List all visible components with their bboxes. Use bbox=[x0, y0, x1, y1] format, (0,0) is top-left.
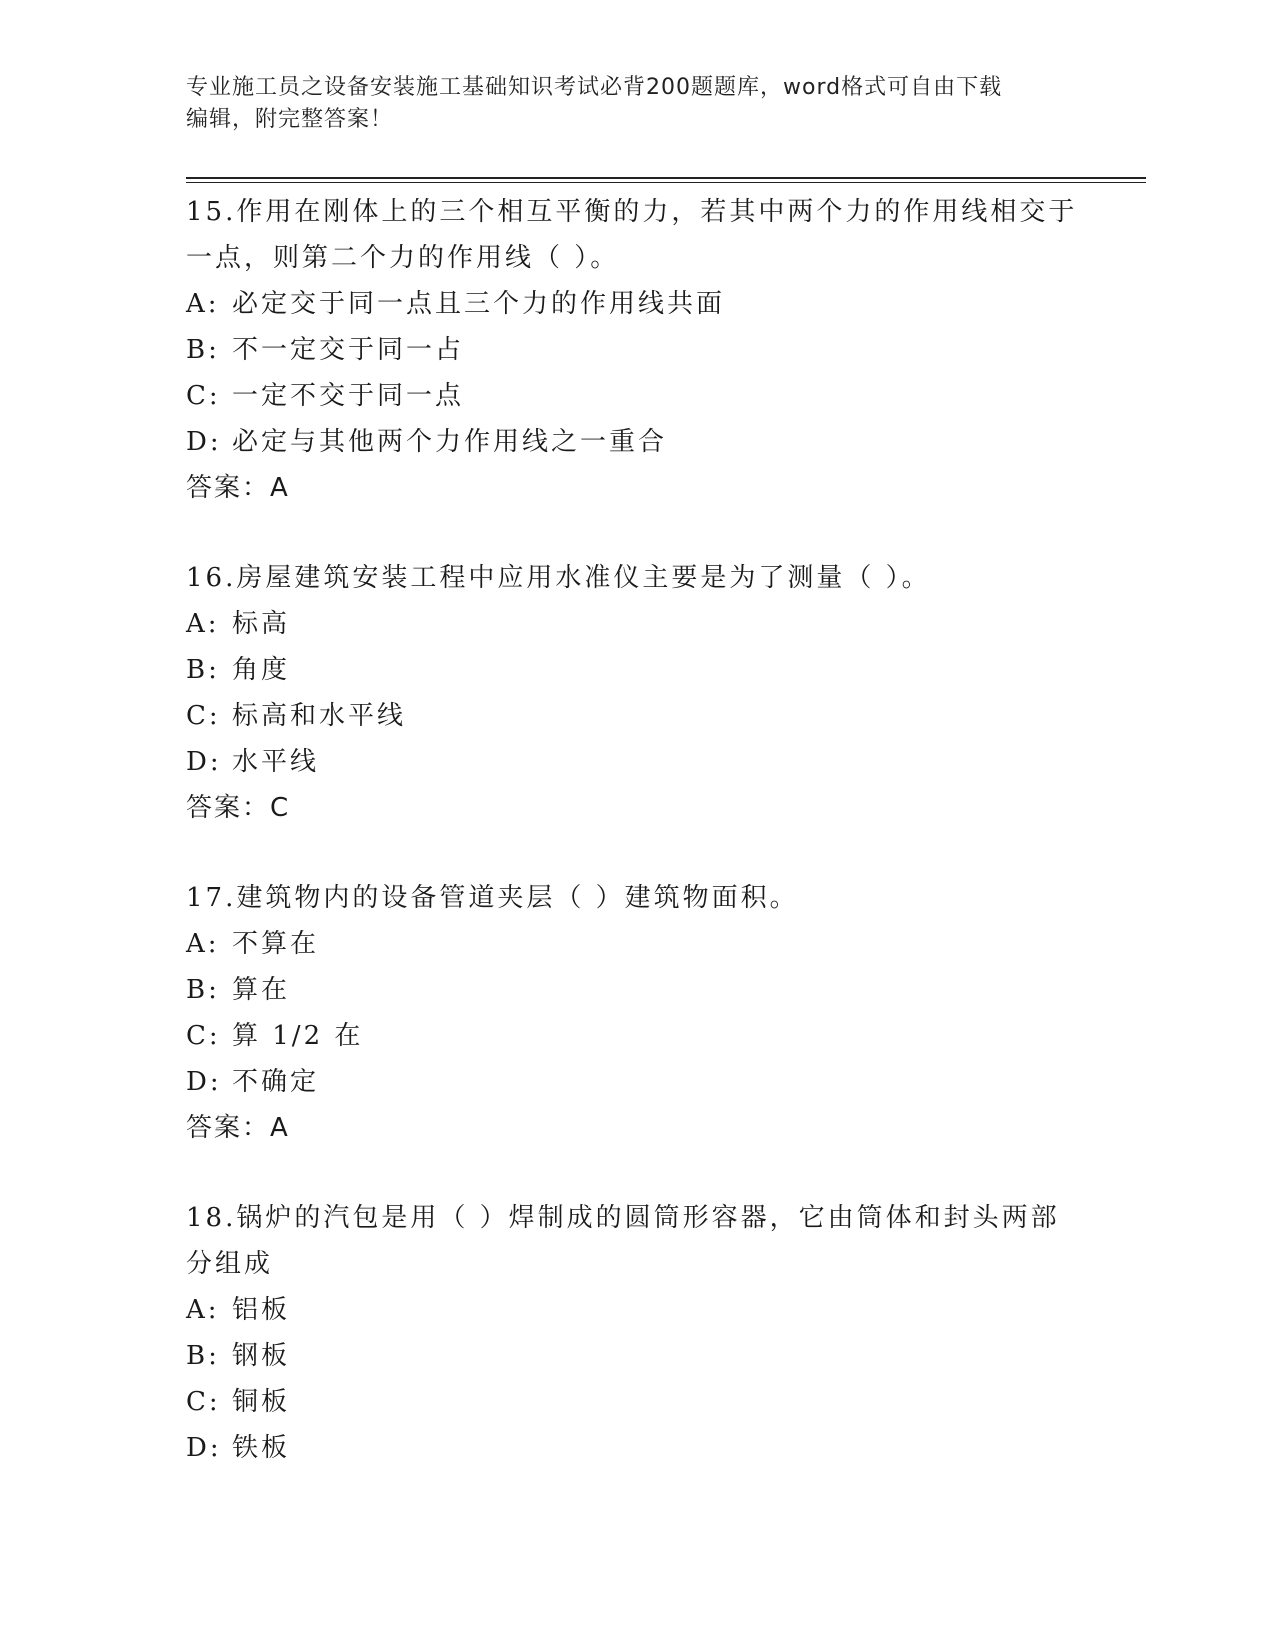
option-row bbox=[186, 1333, 1086, 1379]
option-letter: C: bbox=[186, 381, 221, 411]
option-text: 必定与其他两个力作用线之一重合 bbox=[232, 427, 668, 457]
option-text: 不算在 bbox=[232, 929, 320, 959]
option-row bbox=[186, 601, 1086, 647]
question-stem-line: 一点，则第二个力的作用线（ ）。 bbox=[186, 243, 620, 273]
option-letter: A: bbox=[186, 289, 220, 319]
option-letter: C: bbox=[186, 1021, 221, 1051]
option-row bbox=[186, 693, 1086, 739]
option-row bbox=[186, 1013, 1086, 1059]
option-text: 铜板 bbox=[232, 1387, 291, 1417]
option-row bbox=[186, 1287, 1086, 1333]
option-row bbox=[186, 1379, 1086, 1425]
option-text: 钢板 bbox=[232, 1341, 291, 1371]
header-divider-thick bbox=[186, 177, 1146, 179]
option-row bbox=[186, 281, 1086, 327]
option-row bbox=[186, 419, 1086, 465]
option-letter: B: bbox=[186, 655, 220, 685]
option-row bbox=[186, 1425, 1086, 1471]
question-block bbox=[186, 875, 1086, 1151]
question-stem-line: 分组成 bbox=[186, 1249, 274, 1279]
option-row bbox=[186, 647, 1086, 693]
question-block bbox=[186, 1195, 1086, 1471]
option-text: 标高和水平线 bbox=[232, 701, 407, 731]
header-line-1: 专业施工员之设备安装施工基础知识考试必背200题题库，word格式可自由下载 bbox=[186, 75, 1003, 100]
option-letter: D: bbox=[186, 1067, 222, 1097]
option-text: 不一定交于同一占 bbox=[232, 335, 465, 365]
question-block bbox=[186, 555, 1086, 831]
option-row bbox=[186, 373, 1086, 419]
header-line-2: 编辑，附完整答案！ bbox=[186, 107, 394, 132]
option-row bbox=[186, 921, 1086, 967]
option-letter: B: bbox=[186, 335, 220, 365]
answer-line: 答案：A bbox=[186, 1113, 290, 1143]
option-row bbox=[186, 1059, 1086, 1105]
answer-line: 答案：A bbox=[186, 473, 290, 503]
option-letter: A: bbox=[186, 929, 220, 959]
question-block bbox=[186, 189, 1086, 511]
question-stem-line: 16.房屋建筑安装工程中应用水准仪主要是为了测量（ ）。 bbox=[186, 563, 931, 593]
question-stem-line: 15.作用在刚体上的三个相互平衡的力，若其中两个力的作用线相交于 bbox=[186, 197, 1078, 227]
option-text: 铁板 bbox=[232, 1433, 291, 1463]
option-letter: D: bbox=[186, 747, 222, 777]
option-row bbox=[186, 739, 1086, 785]
question-stem-line: 17.建筑物内的设备管道夹层（ ）建筑物面积。 bbox=[186, 883, 799, 913]
option-text: 一定不交于同一点 bbox=[232, 381, 465, 411]
option-text: 不确定 bbox=[232, 1067, 320, 1097]
question-list bbox=[186, 189, 1086, 1515]
option-letter: C: bbox=[186, 701, 221, 731]
option-text: 铝板 bbox=[232, 1295, 291, 1325]
option-text: 必定交于同一点且三个力的作用线共面 bbox=[232, 289, 726, 319]
option-text: 标高 bbox=[232, 609, 291, 639]
option-text: 算 1/2 在 bbox=[232, 1021, 364, 1051]
answer-line: 答案：C bbox=[186, 793, 291, 823]
option-letter: C: bbox=[186, 1387, 221, 1417]
option-text: 角度 bbox=[232, 655, 291, 685]
option-letter: D: bbox=[186, 1433, 222, 1463]
option-letter: D: bbox=[186, 427, 222, 457]
option-row bbox=[186, 327, 1086, 373]
option-letter: B: bbox=[186, 1341, 220, 1371]
option-letter: A: bbox=[186, 609, 220, 639]
option-letter: A: bbox=[186, 1295, 220, 1325]
option-letter: B: bbox=[186, 975, 220, 1005]
document-header bbox=[186, 72, 1086, 136]
question-stem-line: 18.锅炉的汽包是用（ ）焊制成的圆筒形容器，它由筒体和封头两部 bbox=[186, 1203, 1060, 1233]
header-divider-thin bbox=[186, 182, 1146, 183]
option-text: 算在 bbox=[232, 975, 291, 1005]
option-row bbox=[186, 967, 1086, 1013]
option-text: 水平线 bbox=[232, 747, 320, 777]
